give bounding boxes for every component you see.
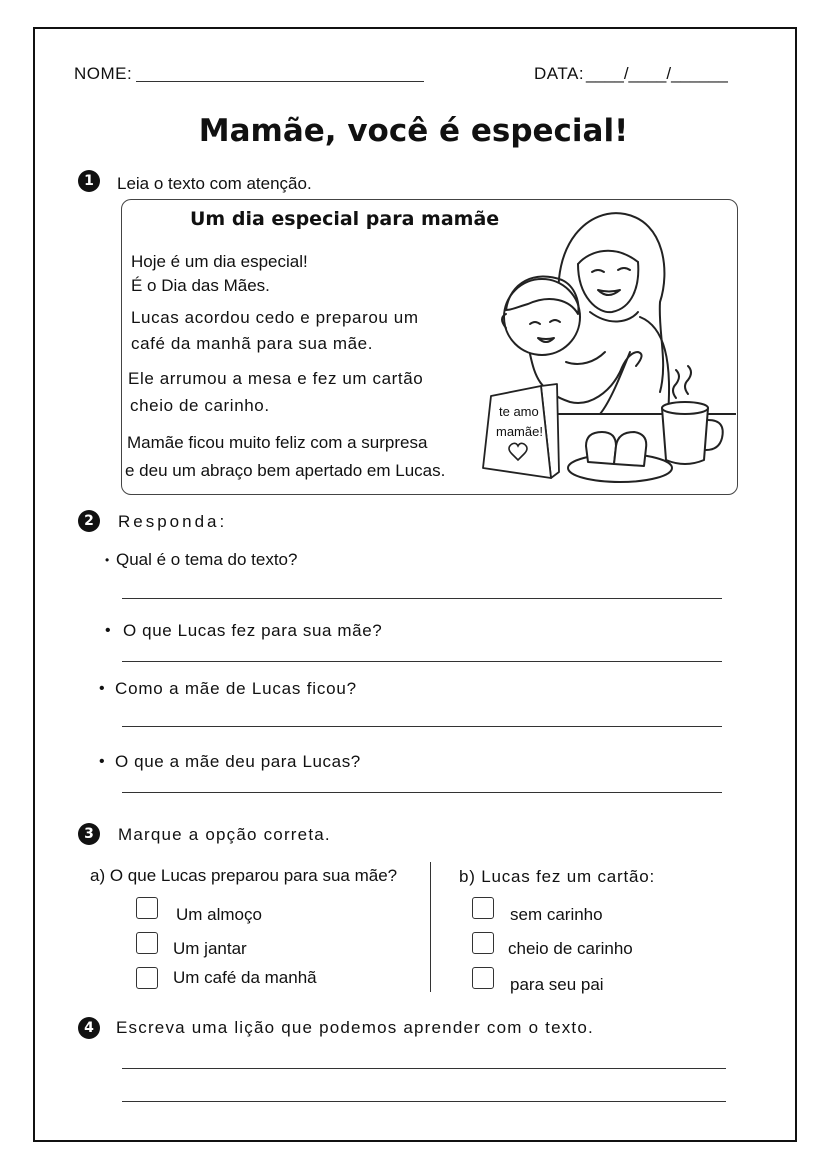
section1-instruction: Leia o texto com atenção. — [117, 174, 312, 193]
story-line: Lucas acordou cedo e preparou um — [131, 308, 419, 327]
card-text: mamãe! — [496, 424, 543, 439]
question-a: a) O que Lucas preparou para sua mãe? — [90, 866, 398, 885]
page-title: Mamãe, você é especial! — [198, 113, 629, 149]
answer-line[interactable] — [122, 661, 722, 662]
name-field[interactable] — [136, 81, 424, 82]
section-number-2: 2 — [78, 510, 100, 532]
story-line: e deu um abraço bem apertado em Lucas. — [125, 461, 446, 480]
story-line: Mamãe ficou muito feliz com a surpresa — [127, 433, 428, 452]
option-label: sem carinho — [510, 905, 603, 924]
story-line: Ele arrumou a mesa e fez um cartão — [128, 369, 424, 388]
section-number-4: 4 — [78, 1017, 100, 1039]
question-b: b) Lucas fez um cartão: — [459, 867, 656, 886]
checkbox[interactable] — [472, 932, 494, 954]
checkbox[interactable] — [472, 897, 494, 919]
question: O que a mãe deu para Lucas? — [115, 752, 361, 771]
bullet-icon: • — [105, 553, 110, 567]
bullet-icon: • — [99, 753, 105, 770]
question: Qual é o tema do texto? — [116, 550, 298, 569]
answer-line[interactable] — [122, 726, 722, 727]
section4-instruction: Escreva uma lição que podemos aprender com o texto. — [116, 1018, 594, 1037]
question: O que Lucas fez para sua mãe? — [123, 621, 383, 640]
checkbox[interactable] — [136, 897, 158, 919]
option-label: cheio de carinho — [508, 939, 633, 958]
name-label: NOME: — [74, 64, 133, 83]
option-label: Um almoço — [176, 905, 262, 924]
checkbox[interactable] — [136, 932, 158, 954]
date-field[interactable]: ____/____/______ — [586, 64, 728, 83]
story-line: É o Dia das Mães. — [131, 276, 270, 295]
section2-instruction: Responda: — [118, 512, 228, 531]
section3-instruction: Marque a opção correta. — [118, 825, 331, 844]
answer-line[interactable] — [122, 598, 722, 599]
answer-line[interactable] — [122, 1068, 726, 1069]
option-label: para seu pai — [510, 975, 604, 994]
bullet-icon: • — [105, 622, 111, 639]
checkbox[interactable] — [472, 967, 494, 989]
option-label: Um jantar — [173, 939, 247, 958]
card-text: te amo — [499, 404, 539, 419]
answer-line[interactable] — [122, 792, 722, 793]
checkbox[interactable] — [136, 967, 158, 989]
story-line: Hoje é um dia especial! — [131, 252, 308, 271]
story-line: café da manhã para sua mãe. — [131, 334, 374, 353]
story-line: cheio de carinho. — [130, 396, 270, 415]
section-number-3: 3 — [78, 823, 100, 845]
section-number-1: 1 — [78, 170, 100, 192]
answer-line[interactable] — [122, 1101, 726, 1102]
option-label: Um café da manhã — [173, 968, 317, 987]
column-divider — [430, 862, 431, 992]
question: Como a mãe de Lucas ficou? — [115, 679, 357, 698]
story-title: Um dia especial para mamãe — [190, 208, 500, 230]
date-label: DATA: — [534, 64, 585, 83]
bullet-icon: • — [99, 680, 105, 697]
